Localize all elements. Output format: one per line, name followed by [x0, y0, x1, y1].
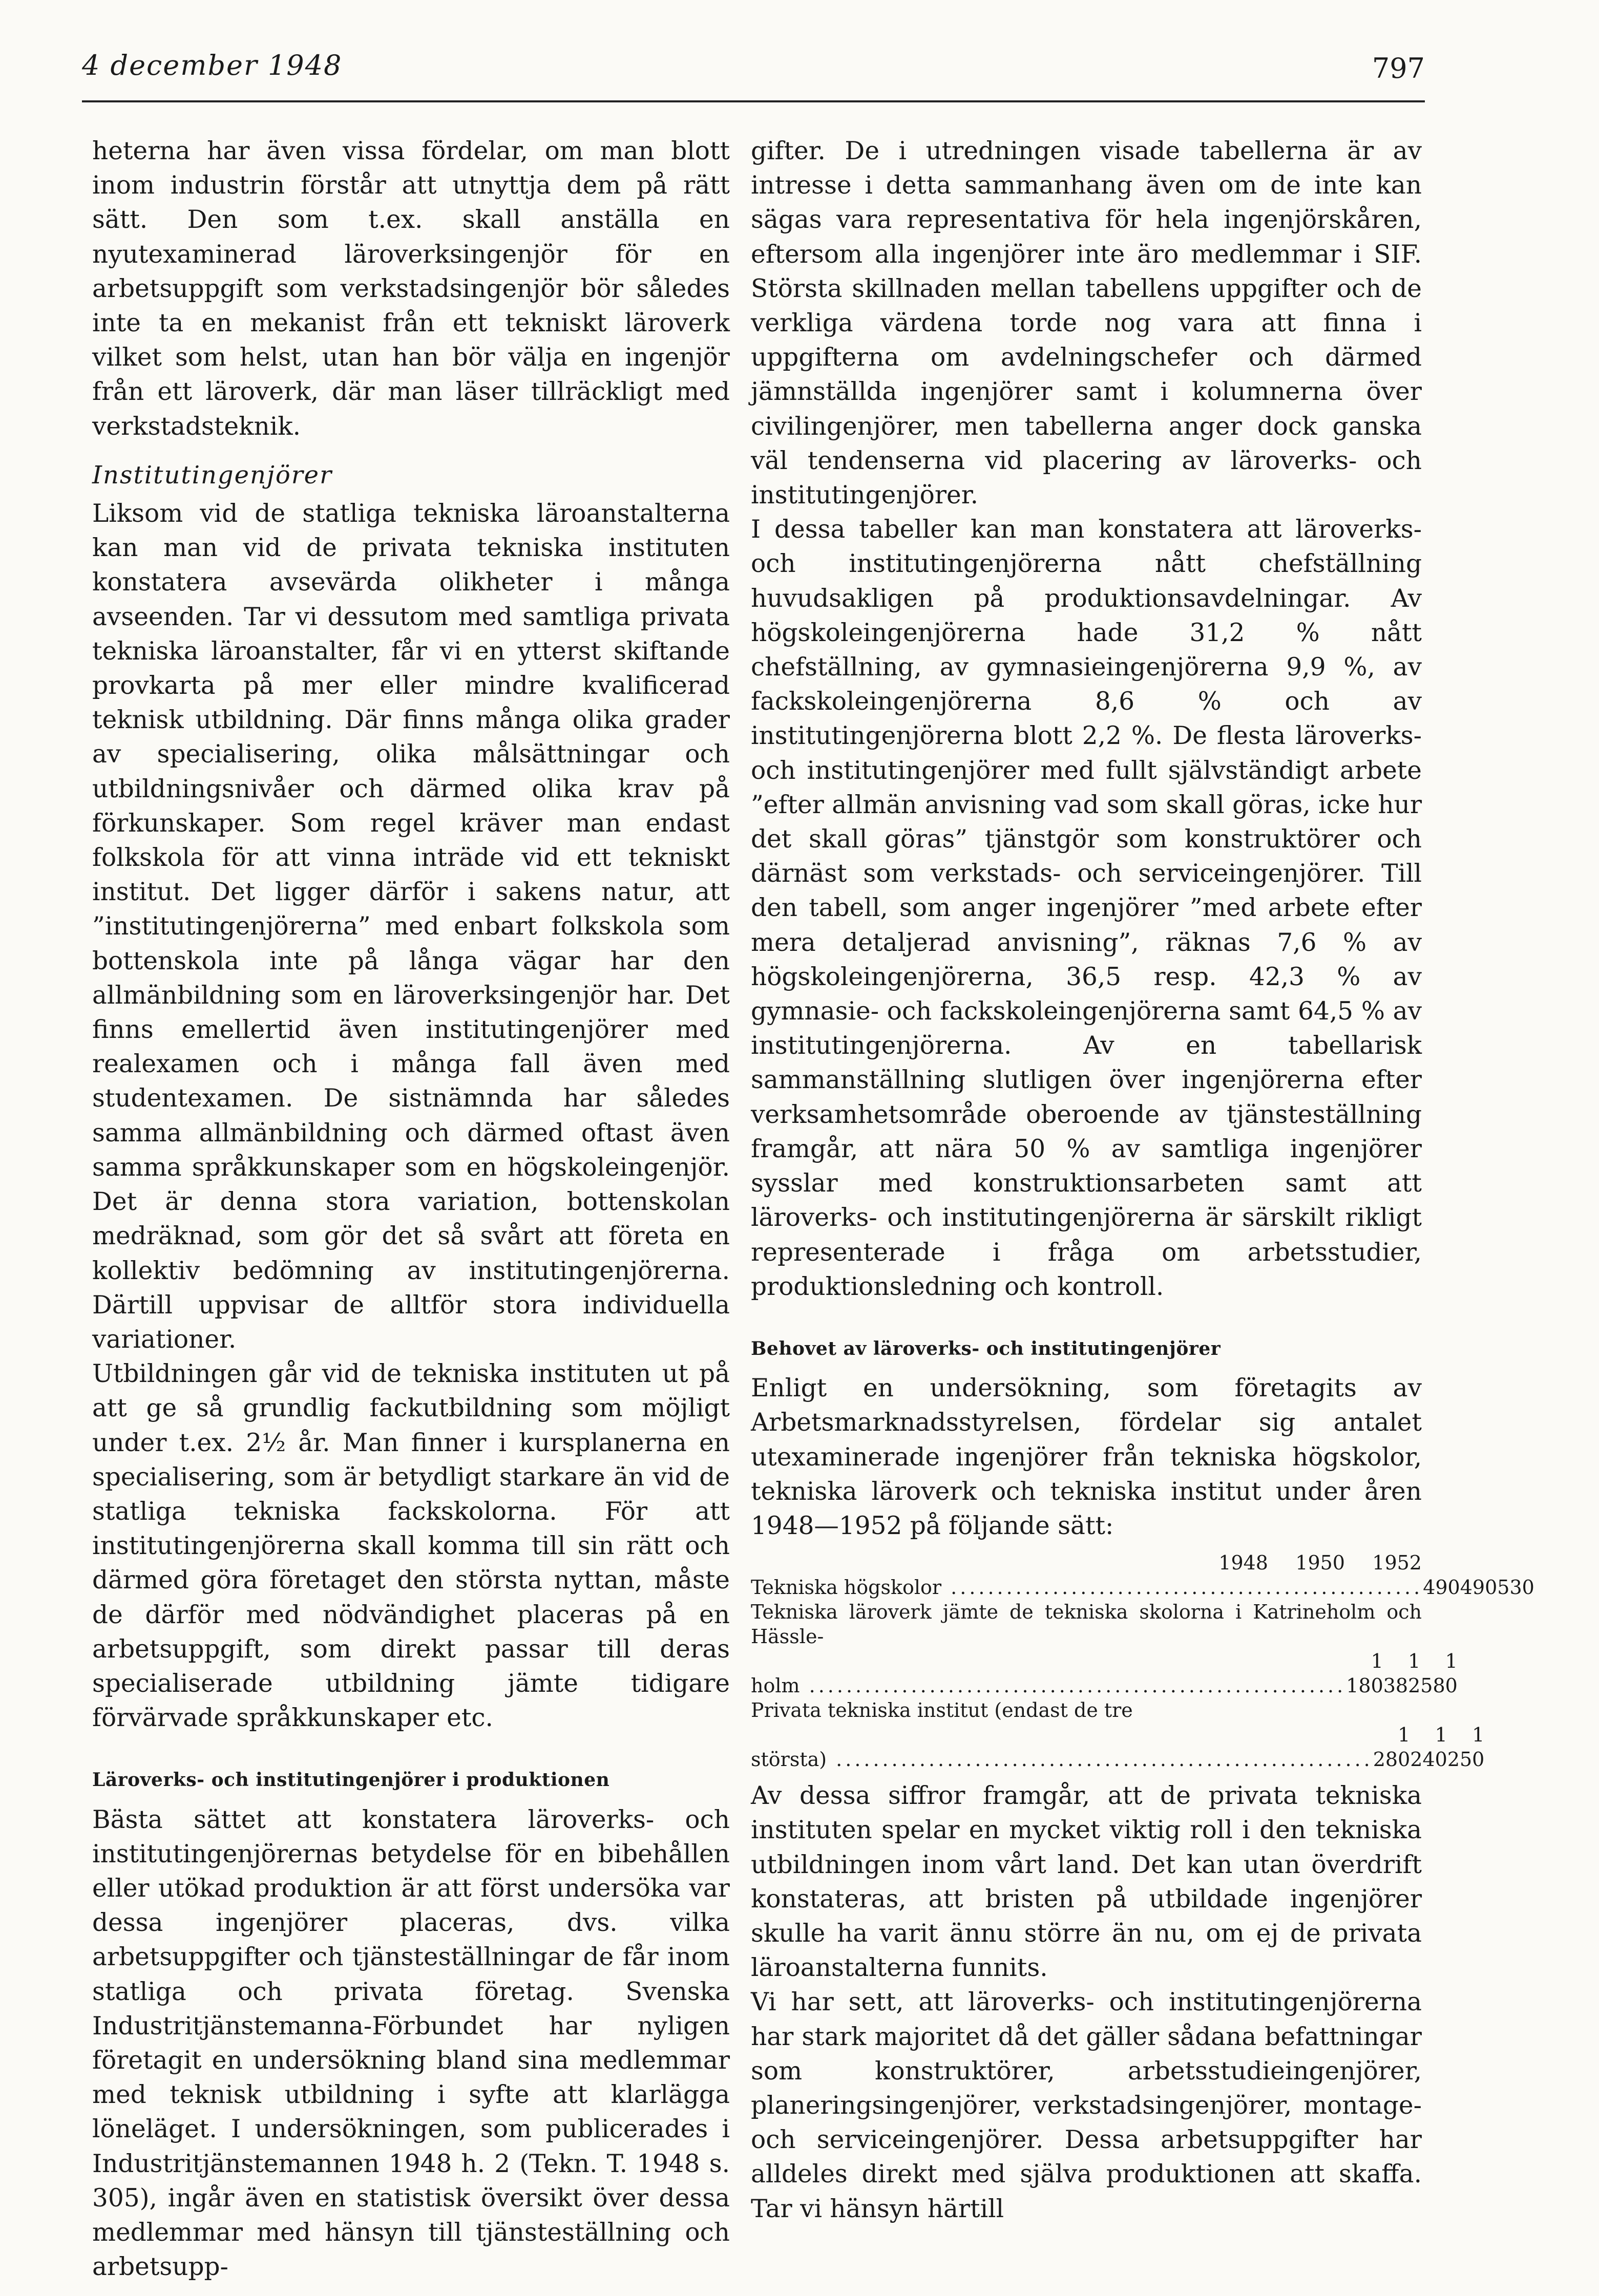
table-cell: 1 382 — [1383, 1650, 1421, 1697]
page-number: 797 — [1372, 52, 1425, 84]
table-cell: 1 280 — [1373, 1724, 1411, 1771]
section-heading-behovet: Behovet av läroverks- och institutingenjörer — [751, 1337, 1221, 1359]
paragraph: Bästa sättet att konstatera läroverks- och institutingenjörernas betydelse för en bibehållen eller utökad produktion är att först undersöka var dessa ingenjörer placeras, dvs. vilka arbetsuppgifter och tjänsteställningar de får inom statliga och privata företag. Svenska Industritjänstemanna-Förbundet har nyligen företagit en undersökning bland sina medlemmar med teknisk utbildning i syfte att klarlägga löneläget. I undersökningen, som publicerades i Industritjänstemannen 1948 h. 2 (Tekn. T. 1948 s. 305), ingår även en statistisk översikt över dessa medlemmar med hänsyn till tjänsteställning och arbetsupp- — [92, 1805, 730, 2282]
section-heading-produktionen: Läroverks- och institutingenjörer i produktionen — [92, 1769, 610, 1791]
paragraph: Vi har sett, att läroverks- och institutingenjörerna har stark majoritet då det gäller sådana befattningar som konstruktörer, arbetsstudieingenjörer, planeringsingenjörer, verkstadsingenjörer, montage- och serviceingenjörer. Dessa arbetsuppgifter har alldeles direkt med själva produktionen att skaffa. Tar vi hänsyn härtill — [751, 1988, 1422, 2223]
table-cell: 1 240 — [1410, 1724, 1447, 1771]
row-label-continuation: största) — [751, 1748, 827, 1771]
table-cell: 530 — [1497, 1576, 1534, 1599]
section-heading-institutingenjorer: Institutingenjörer — [92, 460, 333, 490]
header-date: 4 december 1948 — [82, 49, 343, 81]
table-row: holm .......................................................... 1 180 1 382 1 580 — [751, 1650, 1458, 1697]
right-column — [751, 134, 1534, 2226]
table-cell: 490 — [1460, 1576, 1498, 1599]
table-cell: 490 — [1423, 1576, 1460, 1599]
year-label: 1948 — [1218, 1551, 1268, 1575]
paragraph: I dessa tabeller kan man konstatera att läroverks- och institutingenjörerna nått chefställning huvudsakligen på produktionsavdelningar. Av högskoleingenjörerna hade 31,2 % nått chefställning, av gymnasieingenjörerna 9,9 %, av fackskoleingenjörerna 8,6 % och av institutingenjörerna blott 2,2 %. De flesta läroverks- och institutingenjörer med fullt självständigt arbete ”efter allmän anvisning vad som skall göras, icke hur det skall göras” tjänstgör som konstruktörer och därnäst som verkstads- och serviceingenjörer. Till den tabell, som anger ingenjörer ”med arbete efter mera detaljerad anvisning”, räknas 7,6 % av högskoleingenjörerna, 36,5 resp. 42,3 % av gymnasie- och fackskoleingenjörerna samt 64,5 % av institutingenjörerna. Av en tabellarisk sammanställning slutligen över ingenjörerna efter verksamhetsområde oberoende av tjänsteställning framgår, att nära 50 % av samtliga ingenjörer sysslar med konstruktionsarbeten samt att läroverks- och institutingenjörerna är särskilt rikligt representerade i fråga om arbetsstudier, produktionsledning och kontroll. — [751, 515, 1422, 1301]
row-label-continuation: holm — [751, 1674, 800, 1697]
table-cell: 1 250 — [1447, 1724, 1485, 1771]
paragraph: Utbildningen går vid de tekniska instituten ut på att ge så grundlig fackutbildning som möjligt under t.ex. 2½ år. Man finner i kursplanerna en specialisering, som är betydligt starkare än vid de statliga tekniska fackskolorna. För att institutingenjörerna skall komma till sin rätt och därmed göra företaget den största nyttan, måste de därför med nödvändighet placeras på en arbetsuppgift, som direkt passar till deras specialiserade utbildning jämte tidigare förvärvade språkkunskaper etc. — [92, 1359, 730, 1733]
graduates-table — [751, 1550, 1534, 1772]
year-label: 1950 — [1295, 1551, 1345, 1575]
table-cell: 1 580 — [1420, 1650, 1458, 1697]
paragraph: heterna har även vissa fördelar, om man blott inom industrin förstår att utnyttja dem på rätt sätt. Den som t.ex. skall anställa en nyutexaminerad läroverksingenjör för en arbetsuppgift som verkstadsingenjör bör således inte ta en mekanist från ett tekniskt läroverk vilket som helst, utan han bör välja en ingenjör från ett läroverk, där man läser tillräckligt med verkstadsteknik. — [92, 137, 730, 441]
paragraph: gifter. De i utredningen visade tabellerna är av intresse i detta sammanhang även om de inte kan sägas vara representativa för hela ingenjörskåren, eftersom alla ingenjörer inte äro medlemmar i SIF. Största skillnaden mellan tabellens uppgifter och de verkliga värdena torde nog vara att finna i uppgifterna om avdelningschefer och därmed jämnställda ingenjörer samt i kolumnerna över civilingenjörer, men tabellerna anger dock ganska väl tendenserna vid placering av läroverks- och institutingenjörer. — [751, 137, 1422, 510]
row-label: Privata tekniska institut (endast de tre — [751, 1699, 1133, 1722]
table-cell: 1 180 — [1346, 1650, 1383, 1697]
paragraph: Av dessa siffror framgår, att de privata tekniska instituten spelar en mycket viktig roll i den tekniska utbildningen inom vårt land. Det kan utan överdrift konstateras, att bristen på utbildade ingenjörer skulle ha varit ännu större än nu, om ej de privata läroanstalterna funnits. — [751, 1781, 1422, 1983]
page-header — [82, 49, 1425, 102]
left-column — [92, 134, 730, 2284]
row-label: Tekniska högskolor — [751, 1576, 942, 1599]
row-label: Tekniska läroverk jämte de tekniska skolorna i Katrineholm och Hässle- — [751, 1601, 1422, 1648]
table-year-header — [751, 1550, 1422, 1575]
year-label: 1952 — [1372, 1551, 1422, 1575]
table-row: största) .......................................................... 1 280 1 240 1 250 — [751, 1724, 1485, 1771]
paragraph: Liksom vid de statliga tekniska läroanstalterna kan man vid de privata tekniska instituten konstatera avsevärda olikheter i många avseenden. Tar vi dessutom med samtliga privata tekniska läroanstalter, får vi en ytterst skiftande provkarta på mer eller mindre kvalificerad teknisk utbildning. Där finns många olika grader av specialisering, olika målsättningar och utbildningsnivåer och därmed olika krav på förkunskaper. Som regel kräver man endast folkskola för att vinna inträde vid ett tekniskt institut. Det ligger därför i sakens natur, att ”institutingenjörerna” med enbart folkskola som bottenskola inte på långa vägar har den allmänbildning som en läroverksingenjör har. Det finns emellertid även institutingenjörer med realexamen och i många fall även med studentexamen. De sistnämnda har således samma allmänbildning och därmed oftast även samma språkkunskaper som en högskoleingenjör. Det är denna stora variation, bottenskolan medräknad, som gör det så svårt att företa en kollektiv bedömning av institutingenjörerna. Därtill uppvisar de alltför stora individuella variationer. — [92, 499, 730, 1354]
table-row: Tekniska högskolor ................................................... 490 490 530 — [751, 1576, 1534, 1599]
paragraph: Enligt en undersökning, som företagits av Arbetsmarknadsstyrelsen, fördelar sig antalet utexaminerade ingenjörer från tekniska högskolor, tekniska läroverk och tekniska institut under åren 1948—1952 på följande sätt: — [751, 1374, 1422, 1540]
